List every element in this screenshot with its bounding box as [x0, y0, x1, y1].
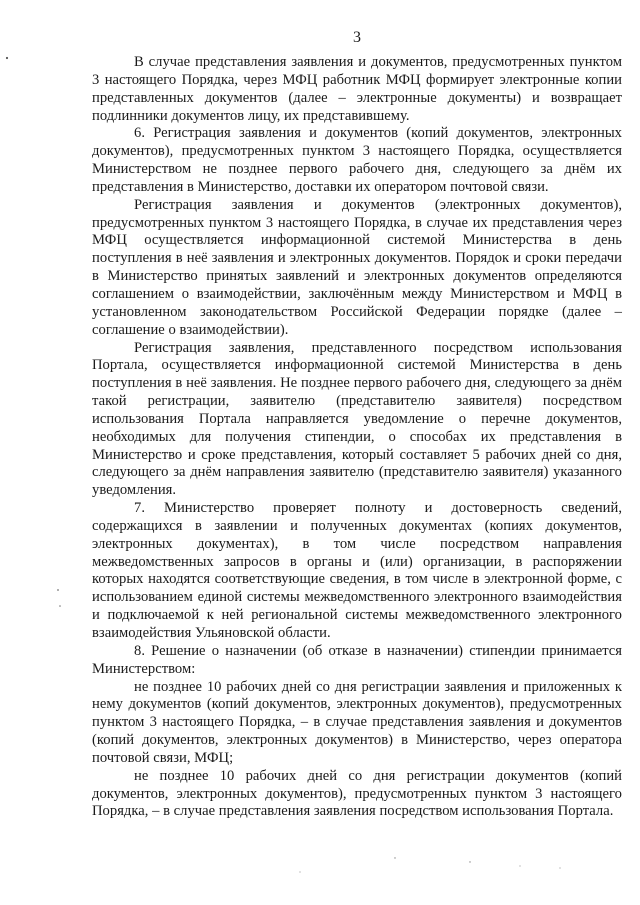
paragraph-8-deadline-portal: не позднее 10 рабочих дней со дня регистрации документов (копий документов, электронных документов), предусмотренных пунктом 3 настоящего Порядка, – в случае представления заявления посредством использования Портала.: [92, 767, 622, 820]
page-number: 3: [353, 29, 361, 46]
paragraph-6-registration: 6. Регистрация заявления и документов (копий документов, электронных документов), предусмотренных пунктом 3 настоящего Порядка, осуществляется Министерством не позднее первого рабочего дня, следующего за днём их представления в Министерство, доставки их оператором почтовой связи.: [92, 125, 622, 195]
paragraph-registration-portal: Регистрация заявления, представленного посредством использования Портала, осуществляется информационной системой Министерства в день поступления в неё заявления. Не позднее первого рабочего дня, следующего за днём такой регистрации, заявителю (представителю заявителя) посредством использования Портала направляется уведомление о перечне документов, необходимых для получения стипендии, о способах их представления в Министерство и сроке представления, который составляет 5 рабочих дней со дня, следующего за днём направления заявителю (представителю заявителя) указанного уведомления.: [92, 339, 622, 499]
paragraph-8-decision: 8. Решение о назначении (об отказе в назначении) стипендии принимается Министерством:: [92, 642, 622, 677]
paragraph-mfc-copies: В случае представления заявления и документов, предусмотренных пунктом 3 настоящего Порядка, через МФЦ работник МФЦ формирует электронные копии представленных документов (далее – электронные документы) и возвращает подлинники документов лицу, их представившему.: [92, 54, 622, 124]
paragraph-registration-mfc: Регистрация заявления и документов (электронных документов), предусмотренных пунктом 3 настоящего Порядка, в случае их представления через МФЦ осуществляется информационной системой Министерства в день поступления в неё заявления и электронных документов. Порядок и сроки передачи в Министерство принятых заявлений и электронных документов определяются соглашением о взаимодействии, заключённым между Министерством и МФЦ в установленном законодательством Российской Федерации порядке (далее – соглашение о взаимодействии).: [92, 196, 622, 338]
paragraph-7-verification: 7. Министерство проверяет полноту и достоверность сведений, содержащихся в заявлении и полученных документах (копиях документов, электронных документах), в том числе посредством направления межведомственных запросов в органы и (или) организации, в распоряжении которых находятся соответствующие сведения, в том числе в электронной форме, с использованием единой системы межведомственного электронного взаимодействия и подключаемой к ней региональной системы межведомственного электронного взаимодействия Ульяновской области.: [92, 500, 622, 641]
paragraph-8-deadline-ministry: не позднее 10 рабочих дней со дня регистрации заявления и приложенных к нему документов (копий документов, электронных документов), предусмотренных пунктом 3 настоящего Порядка, – в случае представления заявления и документов (копий документов, электронных документов) в Министерство, через оператора почтовой связи, МФЦ;: [92, 678, 622, 766]
